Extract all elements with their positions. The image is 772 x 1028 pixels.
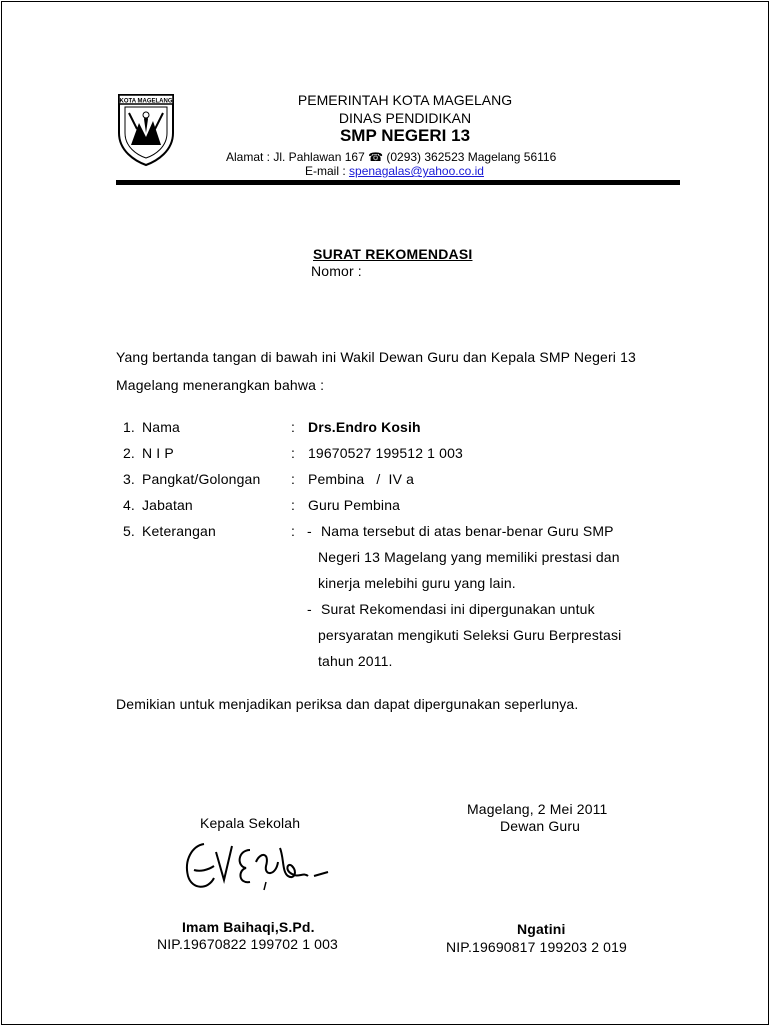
letter-title: SURAT REKOMENDASI bbox=[313, 246, 473, 262]
keterangan-line: Surat Rekomendasi ini dipergunakan untuk bbox=[321, 601, 595, 617]
intro-line-2: Magelang menerangkan bahwa : bbox=[116, 377, 325, 393]
field-label: Pangkat/Golongan bbox=[142, 471, 261, 487]
keterangan-line: kinerja melebihi guru yang lain. bbox=[318, 575, 516, 591]
field-num: 2. bbox=[123, 445, 135, 461]
header-dept: DINAS PENDIDIKAN bbox=[338, 110, 472, 126]
field-value-nip: 19670527 199512 1 003 bbox=[308, 445, 463, 461]
header-address: Alamat : Jl. Pahlawan 167 ☎ (0293) 362523 Magelang 56116 bbox=[226, 150, 557, 164]
field-num: 4. bbox=[123, 497, 135, 513]
kota-magelang-crest-icon bbox=[117, 93, 175, 167]
right-sign-place-date: Magelang, 2 Mei 2011 bbox=[467, 801, 608, 817]
keterangan-line: Nama tersebut di atas benar-benar Guru SMP bbox=[321, 523, 614, 539]
field-colon: : bbox=[291, 523, 296, 539]
field-label: Jabatan bbox=[142, 497, 193, 513]
keterangan-line: Negeri 13 Magelang yang memiliki prestasi dan bbox=[318, 549, 620, 565]
logo-text: KOTA MAGELANG bbox=[119, 98, 173, 105]
left-sign-name: Imam Baihaqi,S.Pd. bbox=[182, 919, 315, 935]
closing-statement: Demikian untuk menjadikan periksa dan dapat dipergunakan seperlunya. bbox=[116, 696, 579, 712]
right-sign-name: Ngatini bbox=[517, 921, 566, 937]
letter-nomor: Nomor : bbox=[311, 263, 362, 279]
keterangan-line: persyaratan mengikuti Seleksi Guru Berprestasi bbox=[318, 627, 622, 643]
header-school: SMP NEGERI 13 bbox=[339, 126, 471, 145]
field-colon: : bbox=[291, 419, 296, 435]
field-colon: : bbox=[291, 471, 296, 487]
field-colon: : bbox=[291, 497, 296, 513]
right-sign-role: Dewan Guru bbox=[500, 818, 581, 834]
field-num: 5. bbox=[123, 523, 135, 539]
keterangan-bullet: - bbox=[307, 523, 312, 539]
field-colon: : bbox=[291, 445, 296, 461]
left-sign-role: Kepala Sekolah bbox=[200, 815, 301, 831]
header-rule bbox=[116, 180, 680, 185]
handwritten-signature bbox=[180, 832, 340, 896]
field-value-jabatan: Guru Pembina bbox=[308, 497, 401, 513]
field-num: 3. bbox=[123, 471, 135, 487]
field-value-pangkat: Pembina / IV a bbox=[308, 471, 415, 487]
header-email-line bbox=[305, 164, 484, 178]
field-value-name: Drs.Endro Kosih bbox=[308, 419, 421, 435]
field-label: Keterangan bbox=[142, 523, 216, 539]
field-num: 1. bbox=[123, 419, 135, 435]
right-sign-nip: NIP.19690817 199203 2 019 bbox=[446, 939, 627, 955]
intro-line-1: Yang bertanda tangan di bawah ini Wakil Dewan Guru dan Kepala SMP Negeri 13 bbox=[116, 349, 636, 365]
header-gov: PEMERINTAH KOTA MAGELANG bbox=[297, 92, 513, 108]
left-sign-nip: NIP.19670822 199702 1 003 bbox=[157, 936, 338, 952]
keterangan-bullet: - bbox=[307, 601, 312, 617]
email-label: E-mail : bbox=[305, 164, 350, 178]
keterangan-line: tahun 2011. bbox=[318, 653, 393, 669]
field-label: N I P bbox=[142, 445, 174, 461]
email-link[interactable]: spenagalas@yahoo.co.id bbox=[349, 164, 484, 178]
field-label: Nama bbox=[142, 419, 180, 435]
